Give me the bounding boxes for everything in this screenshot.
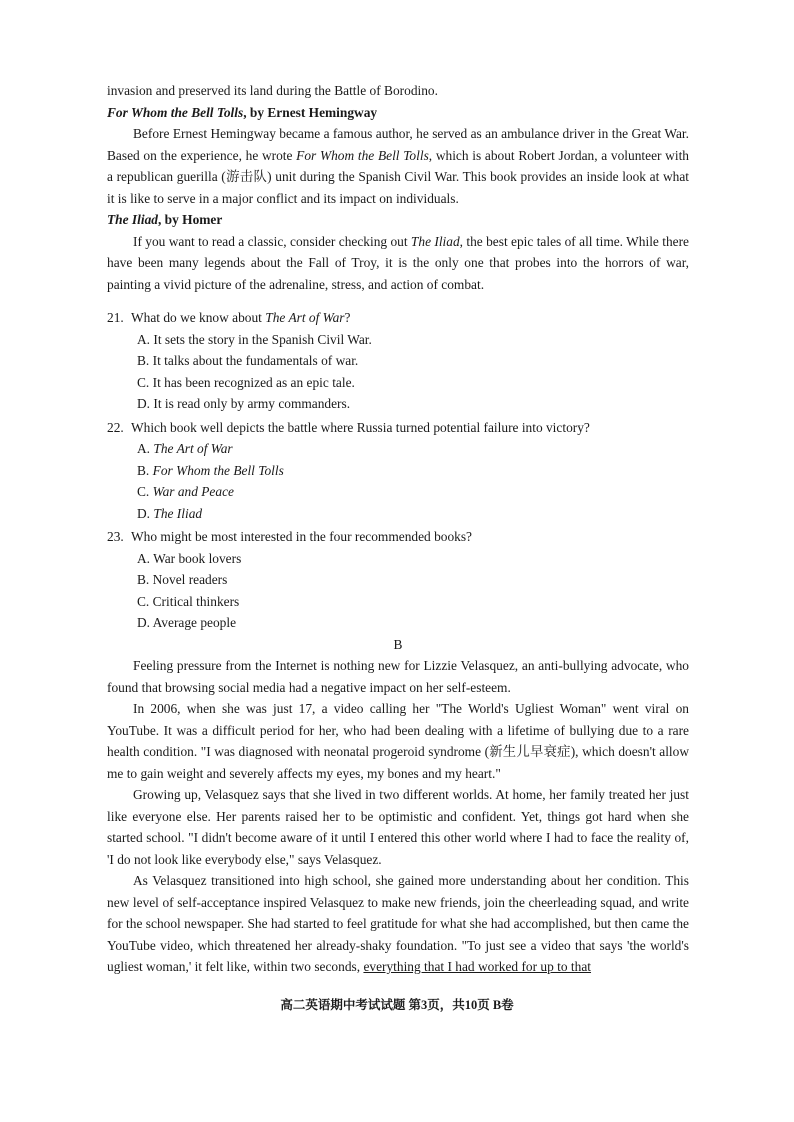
underlined-phrase: everything that I had worked for up to that [363, 959, 592, 974]
option-letter: C. [137, 484, 153, 499]
option-a [107, 438, 689, 460]
option-letter: D. [137, 505, 154, 521]
question-stem-end: ? [344, 310, 351, 325]
option-title: The Iliad [153, 505, 203, 521]
book4-paragraph [107, 231, 689, 296]
book4-text-1: If you want to read a classic, consider checking out [133, 233, 411, 249]
book3-inline-title: For Whom the Bell Tolls [296, 147, 429, 163]
passage-b-paragraph-3: Growing up, Velasquez says that she lived in two different worlds. At home, her family treated her just like everyone else. Her parents raised her to be optimistic and confident. Yet, things got hard when she started school. "I didn't become aware of it until I entered this other world where I had to face the reality of, 'I do not look like everybody else," says Velasquez. [107, 787, 689, 867]
passage-b-paragraph-1: Feeling pressure from the Internet is nothing new for Lizzie Velasquez, an anti-bullying advocate, who found that browsing social media had a negative impact on her self-esteem. [107, 658, 689, 695]
option-c [107, 481, 689, 503]
question-stem-title: The Art of War [265, 310, 345, 325]
question-number: 22. [107, 419, 124, 435]
option-letter: B. [137, 462, 153, 478]
intro-end-text: invasion and preserved its land during the Battle of Borodino. [107, 83, 438, 98]
question-number: 23. [107, 529, 124, 544]
book3-paragraph [107, 123, 689, 209]
option-a: A. It sets the story in the Spanish Civil War. [137, 331, 372, 347]
question-21 [107, 307, 689, 329]
book3-text-2: , which is about Robert Jordan, a volunteer with a republican guerilla (游击队) unit during the Spanish Civil War. This book provides an inside look at what it is like to serve in a major conflict and its impact on individuals. [107, 147, 689, 206]
book3-title: For Whom the Bell Tolls [107, 104, 244, 120]
book3-text-1: Before Ernest Hemingway became a famous author, he served as an ambulance driver in the Great War. Based on the experience, he wrote [107, 126, 689, 163]
option-c: C. Critical thinkers [137, 593, 240, 609]
book4-heading [107, 209, 689, 231]
option-d: D. Average people [137, 615, 237, 630]
option-title: The Art of War [153, 441, 233, 456]
option-b: B. Novel readers [137, 572, 228, 587]
passage-b-paragraph-4 [107, 870, 689, 978]
book4-text-2: , the best epic tales of all time. While there have been many legends about the Fall of Troy, it is the only one that probes into the horrors of war, painting a vivid picture of the adrenaline, stress, and action of combat. [107, 233, 689, 292]
book3-author: , by Ernest Hemingway [243, 104, 378, 120]
passage-b-paragraph-2: In 2006, when she was just 17, a video calling her "The World's Ugliest Woman" went viral on YouTube. It was a difficult period for her, who had been dealing with a lifetime of bullying due to a rare health condition. "I was diagnosed with neonatal progeroid syndrome (新生儿早衰症), which doesn't allow me to gain weight and severely affects my eyes, my bones and my heart." [107, 701, 689, 781]
question-stem: What do we know about [131, 310, 266, 325]
option-d: D. It is read only by army commanders. [137, 396, 351, 411]
option-d [107, 503, 689, 525]
option-title: War and Peace [152, 484, 234, 499]
book4-inline-title: The Iliad [410, 233, 460, 249]
question-number: 21. [107, 310, 124, 325]
question-stem: Which book well depicts the battle where Russia turned potential failure into victory? [131, 419, 590, 435]
option-c: C. It has been recognized as an epic tale. [137, 374, 355, 390]
exam-page [107, 80, 689, 978]
option-b: B. It talks about the fundamentals of war. [137, 353, 359, 368]
book3-heading [107, 102, 689, 124]
section-b-heading: B [393, 636, 403, 652]
option-a: A. War book lovers [137, 550, 242, 566]
question-22 [107, 417, 689, 439]
option-b [107, 460, 689, 482]
book4-author: , by Homer [157, 212, 223, 227]
question-23 [107, 526, 689, 548]
question-stem: Who might be most interested in the four recommended books? [131, 529, 473, 544]
option-title: For Whom the Bell Tolls [152, 462, 284, 478]
page-footer: 高二英语期中考试试题 第3页，共10页 B卷 [280, 998, 514, 1012]
option-letter: A. [137, 441, 154, 456]
paragraph-text: As Velasquez transitioned into high school, she gained more understanding about her condition. This new level of self-acceptance inspired Velasquez to make new friends, join the cheerleading squad, and write for the school newspaper. She had started to feel gratitude for what she had accomplished, but then came the YouTube video, which threatened her already-shaky foundation. "To just see a video that says 'the world's ugliest woman,' it felt like, within two seconds, [107, 873, 689, 974]
book4-title: The Iliad [107, 212, 158, 227]
